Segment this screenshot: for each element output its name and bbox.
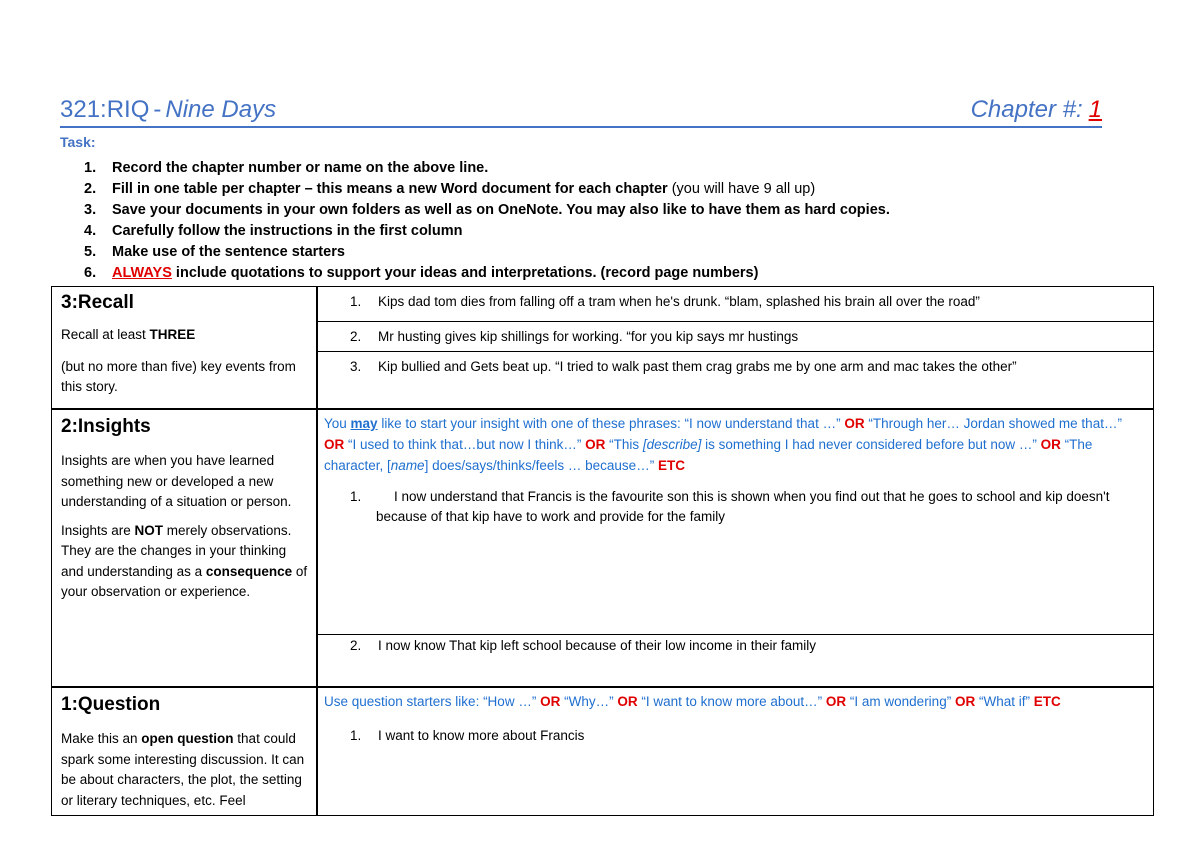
answer-text[interactable]: Kip bullied and Gets beat up. “I tried to walk past them crag grabs me by one arm and mac takes the other” bbox=[378, 359, 1017, 374]
answer-number: 1. bbox=[350, 294, 362, 309]
question-instruction bbox=[61, 729, 309, 811]
chapter-label bbox=[971, 96, 1102, 124]
task-item-number: 1. bbox=[84, 160, 97, 176]
title-code: 321:RIQ bbox=[60, 96, 150, 123]
question-text: Make this an bbox=[61, 731, 142, 746]
insights-instruction-2 bbox=[61, 521, 309, 603]
question-emphasis: open question bbox=[141, 731, 234, 746]
starter-text: like to start your insight with one of these phrases: “I now understand that …” bbox=[377, 416, 845, 431]
answer-text[interactable]: Mr husting gives kip shillings for working. “for you kip says mr hustings bbox=[378, 329, 799, 344]
response-table bbox=[51, 286, 1154, 816]
row-divider bbox=[316, 321, 1153, 322]
insights-prompt bbox=[61, 416, 309, 603]
insights-sentence-starters bbox=[324, 413, 1140, 476]
task-item-emphasis: new Word document for each chapter bbox=[408, 181, 668, 197]
starter-text: “Through her… Jordan showed me that…” bbox=[864, 416, 1122, 431]
etc-label: ETC bbox=[1033, 694, 1061, 709]
answer-text[interactable]: I now know That kip left school because of their low income in their family bbox=[378, 638, 816, 653]
insights-heading: 2:Insights bbox=[61, 416, 151, 437]
section-divider bbox=[52, 408, 1153, 410]
or-label: OR bbox=[324, 437, 345, 452]
recall-answer-2[interactable] bbox=[350, 327, 1140, 347]
answer-number: 2. bbox=[350, 638, 362, 653]
recall-answer-1[interactable] bbox=[350, 292, 1140, 312]
task-item-text: Record the chapter number or name on the above line. bbox=[112, 160, 489, 176]
starter-text: You bbox=[324, 416, 351, 431]
answer-text[interactable]: Kips dad tom dies from falling off a tram when he's drunk. “blam, splashed his brain all over the road” bbox=[378, 294, 980, 309]
starter-text: “This bbox=[605, 437, 643, 452]
task-item-always: ALWAYS bbox=[112, 265, 172, 281]
answer-number: 1. bbox=[350, 728, 362, 743]
question-text: that could spark some interesting discussion. It can be about characters, the plot, the setting or literary techniques, etc. Feel bbox=[61, 731, 305, 808]
row-divider bbox=[316, 351, 1153, 352]
answer-number: 2. bbox=[350, 329, 362, 344]
or-label: OR bbox=[1040, 437, 1061, 452]
recall-answer-3[interactable] bbox=[350, 357, 1140, 377]
starter-text: “Why…” bbox=[560, 694, 618, 709]
insights-answer-2[interactable] bbox=[350, 636, 1140, 656]
task-item-text: to support your ideas and interpretations. (record page numbers) bbox=[304, 265, 759, 281]
insights-text: Insights are bbox=[61, 522, 135, 538]
recall-prompt bbox=[61, 292, 311, 398]
answer-number: 3. bbox=[350, 359, 362, 374]
starter-placeholder: name bbox=[390, 458, 425, 473]
recall-instruction-2: (but no more than five) key events from this story. bbox=[61, 358, 296, 394]
task-item bbox=[84, 179, 1144, 200]
answer-number: 1. bbox=[350, 489, 362, 504]
task-item bbox=[84, 242, 1144, 263]
insights-answer-1[interactable] bbox=[350, 487, 1140, 527]
starter-placeholder: [describe] bbox=[642, 437, 702, 452]
section-divider bbox=[52, 686, 1153, 688]
recall-instruction-emphasis: THREE bbox=[149, 327, 196, 342]
starter-text: “I want to know more about…” bbox=[637, 694, 826, 709]
task-label: Task: bbox=[60, 134, 96, 150]
starter-text: “What if” bbox=[975, 694, 1034, 709]
row-divider bbox=[316, 634, 1153, 635]
task-item-text: include bbox=[171, 265, 231, 281]
task-item-number: 5. bbox=[84, 244, 97, 260]
insights-text: of your observation or experience. bbox=[61, 563, 308, 599]
question-answer-1[interactable] bbox=[350, 726, 1140, 746]
answer-text[interactable]: I now understand that Francis is the favourite son this is shown when you find out that he goes to school and kip doesn't because of that kip have to work and provide for the family bbox=[376, 489, 1110, 524]
etc-label: ETC bbox=[657, 458, 685, 473]
chapter-number[interactable]: 1 bbox=[1088, 96, 1102, 123]
or-label: OR bbox=[825, 694, 847, 709]
recall-instruction-text: Recall at least bbox=[61, 327, 150, 342]
task-item-text: Save your documents in your own folders as well as on OneNote. You may also like to have them as hard copies. bbox=[112, 202, 890, 218]
or-label: OR bbox=[617, 694, 638, 709]
starter-text: “I am wondering” bbox=[846, 694, 955, 709]
book-title: Nine Days bbox=[165, 96, 277, 123]
insights-emphasis: consequence bbox=[205, 563, 293, 579]
task-item-text: (you will have 9 all up) bbox=[667, 181, 816, 197]
task-item-emphasis: quotations bbox=[230, 265, 305, 281]
task-item-text: Carefully follow the instructions in the first column bbox=[112, 223, 463, 239]
recall-heading: 3:Recall bbox=[61, 292, 134, 313]
task-item-text: Fill in one table per chapter – this means a bbox=[112, 181, 409, 197]
starter-text: Use question starters like: “How …” bbox=[324, 694, 541, 709]
or-label: OR bbox=[954, 694, 976, 709]
question-heading: 1:Question bbox=[61, 694, 161, 715]
insights-text: merely observations. They are the changes in your thinking and understanding as a bbox=[61, 522, 292, 579]
task-item bbox=[84, 158, 1144, 179]
task-item-number: 3. bbox=[84, 202, 97, 218]
title-separator: - bbox=[153, 96, 162, 123]
insights-emphasis: NOT bbox=[134, 522, 164, 538]
column-divider bbox=[316, 287, 318, 815]
task-item-number: 2. bbox=[84, 181, 97, 197]
starter-text: “I used to think that…but now I think…” bbox=[344, 437, 586, 452]
task-item-number: 6. bbox=[84, 265, 97, 281]
task-item bbox=[84, 200, 1144, 221]
or-label: OR bbox=[540, 694, 561, 709]
task-item-text: Make use of the sentence starters bbox=[112, 244, 345, 260]
insights-instruction-1: Insights are when you have learned something new or developed a new understanding of a situation or person. bbox=[61, 453, 292, 509]
task-item bbox=[84, 221, 1144, 242]
task-list bbox=[84, 158, 1144, 284]
task-item-number: 4. bbox=[84, 223, 97, 239]
question-prompt bbox=[61, 694, 309, 811]
title-line bbox=[60, 94, 1102, 128]
starter-emphasis: may bbox=[350, 416, 378, 431]
chapter-label-text: Chapter #: bbox=[970, 96, 1083, 123]
answer-text[interactable]: I want to know more about Francis bbox=[378, 728, 585, 743]
recall-instruction bbox=[61, 325, 311, 346]
document-title bbox=[60, 96, 276, 124]
starter-text: ] does/says/thinks/feels … because…” bbox=[424, 458, 658, 473]
task-item bbox=[84, 263, 1144, 284]
question-sentence-starters bbox=[324, 692, 1140, 712]
starter-text: is something I had never considered before but now …” bbox=[701, 437, 1041, 452]
starter-text: [ bbox=[387, 458, 391, 473]
starter-text: “The character, bbox=[324, 437, 1093, 473]
or-label: OR bbox=[844, 416, 865, 431]
or-label: OR bbox=[585, 437, 606, 452]
